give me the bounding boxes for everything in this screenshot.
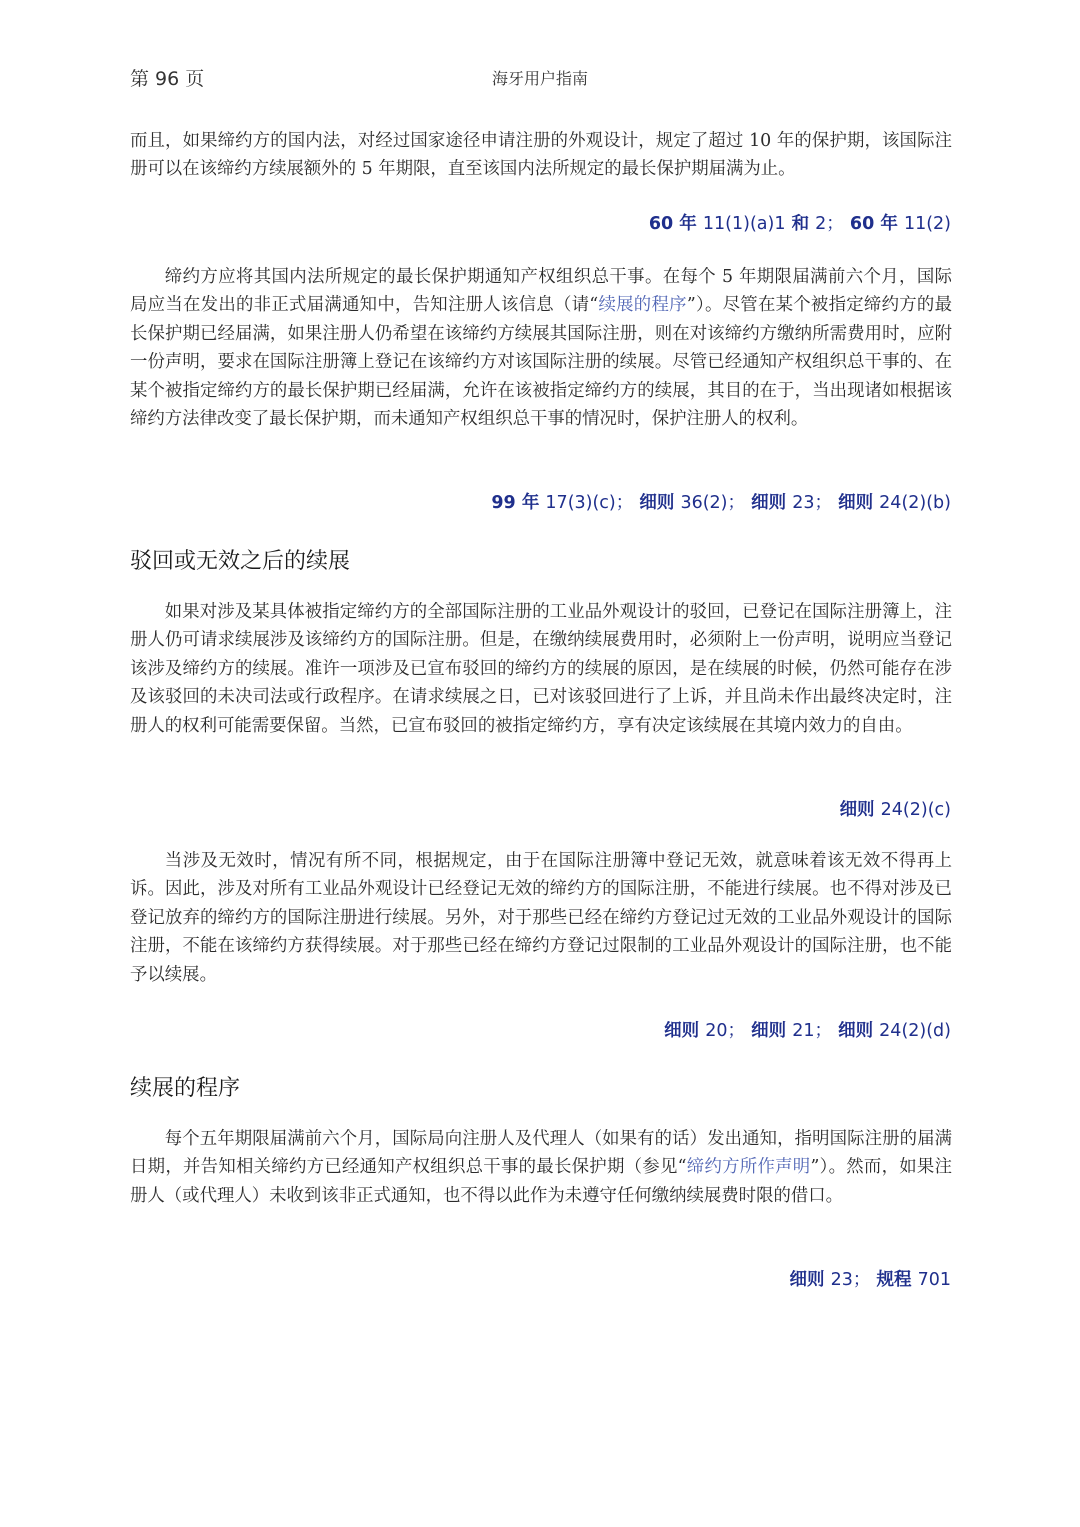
- link-renewal-procedure[interactable]: 续展的程序: [598, 295, 687, 316]
- ref-4-f: 24(2)(d): [879, 1021, 951, 1041]
- paragraph-1-text: 而且，如果缔约方的国内法，对经过国家途径申请注册的外观设计，规定了超过 10 年的保护期，该国际注册可以在该缔约方续展额外的 5 年期限，直至该国内法所规定的最长保护期届满为止。: [130, 131, 952, 180]
- link-contracting-party-declarations[interactable]: 缔约方所作声明: [686, 1157, 811, 1178]
- ref-3-a: 细则: [839, 800, 875, 820]
- reference-4: [664, 1017, 951, 1042]
- ref-2-c: 细则: [639, 493, 675, 513]
- paragraph-5: [130, 1125, 952, 1210]
- page-number: 第 96 页: [130, 68, 205, 90]
- ref-1-f: 11(2): [903, 214, 951, 234]
- ref-4-c: 细则: [751, 1021, 787, 1041]
- ref-1-c: 和: [791, 214, 810, 234]
- ref-2-f: 23；: [792, 493, 832, 513]
- ref-1-e: 60 年: [849, 214, 898, 234]
- paragraph-2: [130, 263, 952, 433]
- ref-1-b: 11(1)(a)1: [702, 214, 786, 234]
- paragraph-5-part2: ”）。然而，如果注册人（或代理人）未收到该非正式通知，也不得以此作为未遵守任何缴纳续展费时限的借口。: [130, 1157, 952, 1206]
- reference-3: [840, 796, 951, 821]
- paragraph-4-text: 当涉及无效时，情况有所不同，根据规定，由于在国际注册簿中登记无效，就意味着该无效不得再上诉。因此，涉及对所有工业品外观设计已经登记无效的缔约方的国际注册，不能进行续展。也不得对涉及已登记放弃的缔约方的国际注册进行续展。另外，对于那些已经在缔约方登记过无效的工业品外观设计的国际注册，不能在该缔约方获得续展。对于那些已经在缔约方登记过限制的工业品外观设计的国际注册，也不能予以续展。: [130, 851, 952, 985]
- ref-2-e: 细则: [751, 493, 787, 513]
- ref-2-g: 细则: [838, 493, 874, 513]
- ref-5-b: 23；: [830, 1270, 871, 1290]
- paragraph-1: [130, 127, 952, 184]
- section-heading-renewal-procedure: 续展的程序: [130, 1076, 241, 1101]
- ref-5-c: 规程: [876, 1270, 912, 1290]
- reference-1: [649, 210, 951, 235]
- document-title: 海牙用户指南: [491, 69, 588, 88]
- paragraph-3-text: 如果对涉及某具体被指定缔约方的全部国际注册的工业品外观设计的驳回，已登记在国际注册簿上，注册人仍可请求续展涉及该缔约方的国际注册。但是，在缴纳续展费用时，必须附上一份声明，说明应当登记该涉及缔约方的续展。准许一项涉及已宣布驳回的缔约方的续展的原因，是在续展的时候，仍然可能存在涉及该驳回的未决司法或行政程序。在请求续展之日，已对该驳回进行了上诉，并且尚未作出最终决定时，注册人的权利可能需要保留。当然，已宣布驳回的被指定缔约方，享有决定该续展在其境内效力的自由。: [130, 602, 952, 736]
- ref-2-d: 36(2)；: [680, 493, 746, 513]
- paragraph-3: [130, 598, 952, 740]
- paragraph-2-text: [130, 263, 952, 433]
- paragraph-5-part1: 每个五年期限届满前六个月，国际局向注册人及代理人（如果有的话）发出通知，指明国际注册的届满日期，并告知相关缔约方已经通知产权组织总干事的最长保护期（参见“: [130, 1129, 952, 1178]
- ref-5-d: 701: [917, 1270, 951, 1290]
- paragraph-2-part1: 缔约方应将其国内法所规定的最长保护期通知产权组织总干事。在每个 5 年期限届满前六个月，国际局应当在发出的非正式届满通知中，告知注册人该信息（请“: [130, 267, 952, 316]
- paragraph-5-text: [130, 1125, 952, 1210]
- ref-4-a: 细则: [664, 1021, 700, 1041]
- paragraph-4: [130, 847, 952, 989]
- ref-1-d: 2；: [815, 214, 844, 234]
- ref-2-a: 99 年: [491, 493, 540, 513]
- ref-2-b: 17(3)(c)；: [545, 493, 634, 513]
- ref-5-a: 细则: [789, 1270, 825, 1290]
- ref-4-d: 21；: [792, 1021, 832, 1041]
- ref-4-b: 20；: [705, 1021, 746, 1041]
- ref-4-e: 细则: [838, 1021, 874, 1041]
- ref-2-h: 24(2)(b): [879, 493, 951, 513]
- section-heading-renewal-after-refusal: 驳回或无效之后的续展: [130, 549, 351, 574]
- ref-1-a: 60 年: [648, 214, 697, 234]
- paragraph-2-part2: ”）。尽管在某个被指定缔约方的最长保护期已经届满，如果注册人仍希望在该缔约方续展其国际注册，则在对该缔约方缴纳所需费用时，应附一份声明，要求在国际注册簿上登记在该缔约方对该国际注册的续展。尽管已经通知产权组织总干事的、在某个被指定缔约方的最长保护期已经届满，允许在该被指定缔约方的续展，其目的在于，当出现诸如根据该缔约方法律改变了最长保护期，而未通知产权组织总干事的情况时，保护注册人的权利。: [130, 295, 952, 430]
- reference-5: [790, 1266, 951, 1291]
- ref-3-b: 24(2)(c): [880, 800, 951, 820]
- reference-2: [491, 489, 951, 514]
